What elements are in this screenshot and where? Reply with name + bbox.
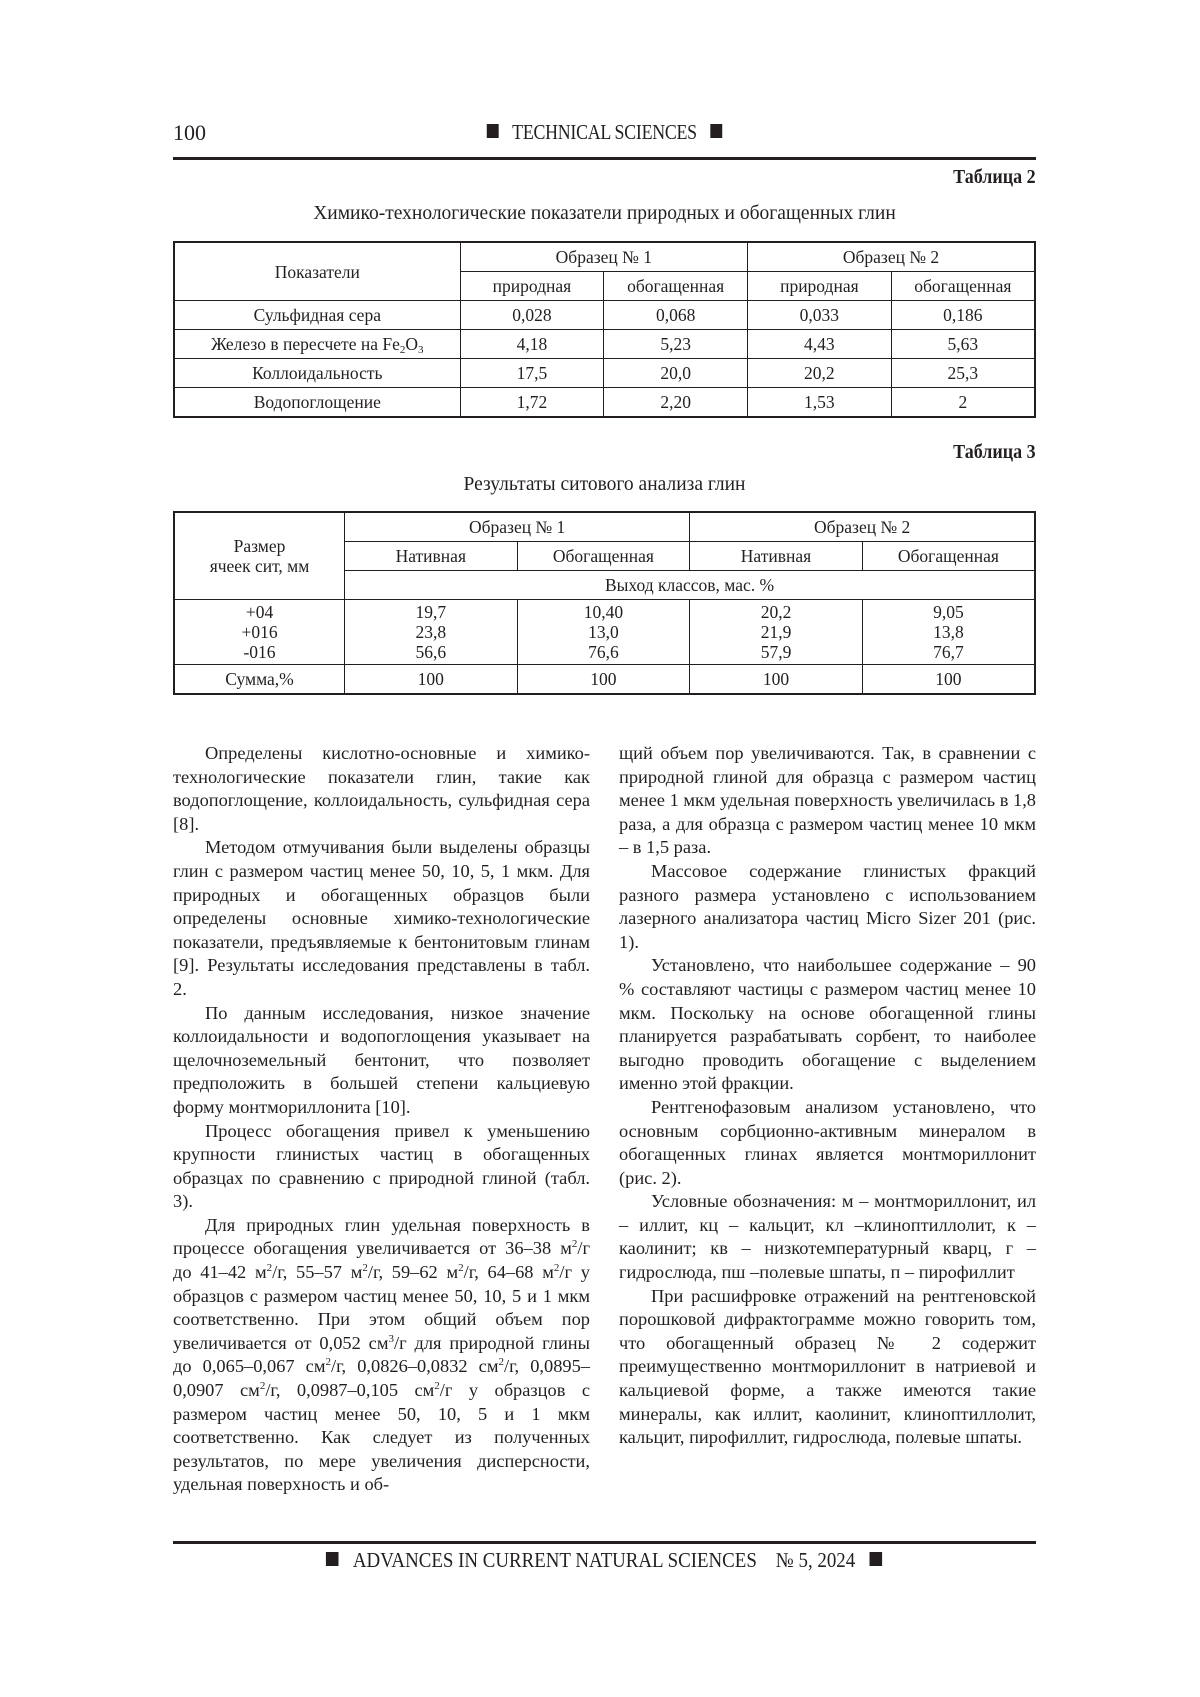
value: 13,8 bbox=[933, 621, 964, 642]
value: 56,6 bbox=[415, 641, 447, 662]
text-run: /г, 55–57 м bbox=[272, 1262, 363, 1283]
cell: 0,186 bbox=[891, 301, 1035, 330]
table3-col-sample2: Образец № 2 bbox=[690, 512, 1035, 541]
footer-journal: ADVANCES IN CURRENT NATURAL SCIENCES bbox=[353, 1548, 758, 1572]
cell: 20,2 bbox=[748, 359, 892, 388]
table3-title: Результаты ситового анализа глин bbox=[463, 474, 746, 495]
row-label: Коллоидальность bbox=[174, 359, 460, 388]
row-label-text: Железо в пересчете на Fe bbox=[211, 334, 400, 354]
superscript: 2 bbox=[434, 1380, 440, 1393]
cell bbox=[862, 599, 1035, 664]
table3-col-size-line2: ячеек сит, мм bbox=[209, 555, 310, 576]
square-bullet-icon bbox=[487, 124, 499, 138]
text-column-right bbox=[619, 742, 1036, 1450]
running-footer bbox=[173, 1548, 1036, 1573]
table2-col-sample1: Образец № 1 bbox=[460, 242, 747, 272]
paragraph: Массовое содержание глинистых фракций разного размера установлено с использованием лазерного анализатора частиц Micro Sizer 201 (рис. 1). bbox=[619, 860, 1036, 952]
paragraph: Рентгенофазовым анализом установлено, что основным сорбционно-активным минералом в обогащенных глинах является монтмориллонит (рис. 2). bbox=[619, 1096, 1036, 1188]
cell: 25,3 bbox=[891, 359, 1035, 388]
text-run: /г, 59–62 м bbox=[367, 1262, 459, 1283]
table3-label: Таблица 3 bbox=[953, 441, 1036, 463]
size-value: +04 bbox=[245, 601, 274, 622]
table3-col-size bbox=[174, 512, 345, 599]
table3 bbox=[173, 511, 1036, 695]
paragraph: Установлено, что наибольшее содержание – 90 % составляют частицы с размером частиц менее 10 мкм. Поскольку на основе обогащенной глины планируется разрабатывать сорбент, то наиболее выгодно проводить обогащение с выделением именно этой фракции. bbox=[619, 955, 1036, 1094]
superscript: 2 bbox=[498, 1356, 504, 1369]
table-row bbox=[174, 301, 1035, 330]
table2-label: Таблица 2 bbox=[953, 166, 1036, 188]
table2-sub-enriched: обогащенная bbox=[604, 272, 748, 301]
table3-sub-enriched: Обогащенная bbox=[517, 541, 690, 570]
cell: 0,028 bbox=[460, 301, 604, 330]
table2-title: Химико-технологические показатели природных и обогащенных глин bbox=[313, 203, 896, 224]
row-label bbox=[174, 330, 460, 359]
text-column-left bbox=[173, 742, 590, 1497]
value: 9,05 bbox=[933, 601, 964, 622]
table2-col-indicator: Показатели bbox=[174, 242, 460, 301]
value: 23,8 bbox=[415, 621, 447, 642]
text-run: /г, 0,0826–0,0832 см bbox=[330, 1356, 499, 1377]
superscript: 3 bbox=[388, 1332, 394, 1345]
table-row bbox=[174, 330, 1035, 359]
paragraph: По данным исследования, низкое значение коллоидальности и водопоглощения указывает на щелочноземельный бентонит, что позволяет предположить в большей степени кальциевую форму монтмориллонита [10]. bbox=[173, 1002, 590, 1117]
cell: 100 bbox=[862, 664, 1035, 694]
superscript: 2 bbox=[553, 1262, 560, 1275]
cell: 1,72 bbox=[460, 388, 604, 417]
paragraph bbox=[173, 1214, 590, 1497]
cell: 4,43 bbox=[748, 330, 892, 359]
square-bullet-icon bbox=[870, 1552, 883, 1566]
value: 20,2 bbox=[760, 601, 792, 622]
cell: 0,033 bbox=[748, 301, 892, 330]
paragraph: Определены кислотно-основные и химико-технологические показатели глин, такие как водопоглощение, коллоидальность, сульфидная сера [8]. bbox=[173, 743, 590, 834]
section-title bbox=[238, 120, 972, 145]
text-run: /г, 0,0987–0,105 см bbox=[265, 1380, 435, 1401]
cell bbox=[690, 599, 863, 664]
table2 bbox=[173, 241, 1036, 418]
cell: 100 bbox=[690, 664, 863, 694]
value: 57,9 bbox=[760, 641, 792, 662]
cell: 100 bbox=[345, 664, 518, 694]
running-header bbox=[173, 120, 1036, 156]
superscript: 2 bbox=[458, 1262, 464, 1275]
value: 76,7 bbox=[933, 641, 964, 662]
table-row bbox=[174, 388, 1035, 417]
cell: 5,63 bbox=[891, 330, 1035, 359]
table2-sub-enriched: обогащенная bbox=[891, 272, 1035, 301]
cell: 100 bbox=[517, 664, 690, 694]
table3-yield-label: Выход классов, мас. % bbox=[345, 570, 1035, 599]
square-bullet-icon bbox=[710, 124, 722, 138]
subscript: 3 bbox=[417, 344, 424, 356]
value: 13,0 bbox=[588, 621, 619, 642]
size-cell bbox=[174, 599, 345, 664]
page-number: 100 bbox=[173, 120, 206, 145]
table3-header-row bbox=[174, 512, 1035, 541]
table-row-sum bbox=[174, 664, 1035, 694]
table2-col-sample2: Образец № 2 bbox=[748, 242, 1035, 272]
value: 76,6 bbox=[588, 641, 619, 662]
superscript: 2 bbox=[266, 1262, 273, 1275]
cell: 0,068 bbox=[604, 301, 748, 330]
size-value: -016 bbox=[243, 641, 276, 662]
table3-col-size-line1: Размер bbox=[233, 535, 286, 556]
table-row bbox=[174, 359, 1035, 388]
superscript: 2 bbox=[259, 1380, 266, 1393]
value: 21,9 bbox=[760, 621, 792, 642]
section-title-text: TECHNICAL SCIENCES bbox=[512, 120, 697, 144]
text-run: /г, 64–68 м bbox=[463, 1262, 554, 1283]
paragraph: Процесс обогащения привел к уменьшению крупности глинистых частиц в обогащенных образцах по сравнению с природной глиной (табл. 3). bbox=[173, 1120, 590, 1212]
cell: 2 bbox=[891, 388, 1035, 417]
cell: 2,20 bbox=[604, 388, 748, 417]
cell: 17,5 bbox=[460, 359, 604, 388]
table-row bbox=[174, 599, 1035, 664]
row-label: Водопоглощение bbox=[174, 388, 460, 417]
subscript: 2 bbox=[399, 344, 406, 356]
text-run: /г у образцов с размером частиц менее 50, 10, 5 и 1 мкм соответственно. При этом общий объем пор увеличивается от 0,052 см bbox=[173, 1262, 590, 1353]
sum-label: Сумма,% bbox=[174, 664, 345, 694]
cell: 20,0 bbox=[604, 359, 748, 388]
size-value: +016 bbox=[241, 621, 278, 642]
text-run: Для природных глин удельная поверхность в процессе обогащения увеличивается от 36–38 м bbox=[173, 1214, 590, 1259]
row-label: Сульфидная сера bbox=[174, 301, 460, 330]
value: 19,7 bbox=[415, 601, 447, 622]
footer-inner bbox=[312, 1548, 897, 1573]
cell: 5,23 bbox=[604, 330, 748, 359]
table2-header-row bbox=[174, 242, 1035, 272]
cell bbox=[517, 599, 690, 664]
table3-col-sample1: Образец № 1 bbox=[345, 512, 690, 541]
footer-rule bbox=[173, 1541, 1036, 1544]
footer-issue: № 5, 2024 bbox=[776, 1548, 856, 1572]
text-run: /г у образцов с размером частиц менее 50, 10, 5 и 1 мкм соответственно. Как следует из полученных результатов, по мере увеличения дисперсности, удельная поверхность и об- bbox=[173, 1380, 590, 1495]
table2-sub-natural: природная bbox=[460, 272, 604, 301]
row-label-text: O bbox=[405, 334, 418, 354]
header-rule bbox=[173, 157, 1036, 160]
table3-sub-enriched: Обогащенная bbox=[862, 541, 1035, 570]
paragraph: щий объем пор увеличиваются. Так, в сравнении с природной глиной для образца с размером частиц менее 1 мкм удельная поверхность увеличилась в 1,8 раза, а для образца с размером частиц менее 10 мкм – в 1,5 раза. bbox=[619, 743, 1036, 858]
paragraph: При расшифровке отражений на рентгеновской порошковой дифрактограмме можно говорить том, что обогащенный образец № 2 содержит преимущественно монтмориллонит в натриевой и кальциевой форме, а также имеются такие минералы, как иллит, каолинит, клиноптиллолит, кальцит, пирофиллит, гидрослюда, полевые шпаты. bbox=[619, 1285, 1036, 1448]
text-run: /г для природной глины до 0,065–0,067 см bbox=[173, 1332, 590, 1377]
paragraph: Условные обозначения: м – монтмориллонит, ил – иллит, кц – кальцит, кл –клиноптиллолит, к – каолинит; кв – низкотемпературный кварц, г – гидрослюда, пш –полевые шпаты, п – пирофиллит bbox=[619, 1191, 1036, 1283]
square-bullet-icon bbox=[326, 1552, 339, 1566]
table2-sub-natural: природная bbox=[748, 272, 892, 301]
paragraph: Методом отмучивания были выделены образцы глин с размером частиц менее 50, 10, 5, 1 мкм. Для природных и обогащенных образцов были определены основные химико-технологические показатели, предъявляемые к бентонитовым глинам [9]. Результаты исследования представлены в табл. 2. bbox=[173, 837, 590, 999]
table3-sub-native: Нативная bbox=[345, 541, 518, 570]
superscript: 2 bbox=[362, 1262, 368, 1275]
cell: 1,53 bbox=[748, 388, 892, 417]
text-run: /г до 41–42 м bbox=[173, 1238, 590, 1283]
value: 10,40 bbox=[583, 601, 624, 622]
cell bbox=[345, 599, 518, 664]
text-run: /г, 0,0895–0,0907 см bbox=[173, 1356, 590, 1401]
superscript: 2 bbox=[325, 1356, 331, 1369]
cell: 4,18 bbox=[460, 330, 604, 359]
table3-sub-native: Нативная bbox=[690, 541, 863, 570]
superscript: 2 bbox=[571, 1238, 578, 1251]
